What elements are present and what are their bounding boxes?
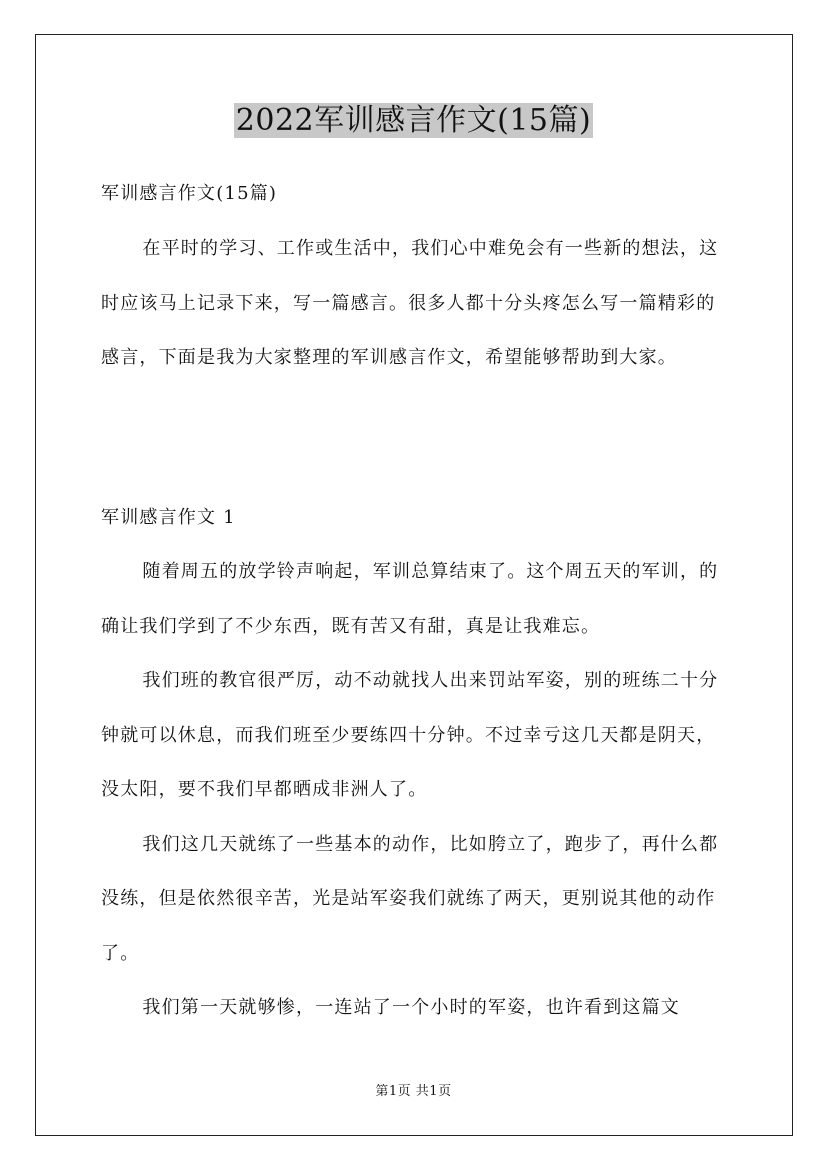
document-subtitle: 军训感言作文(15篇) [101, 183, 278, 204]
body-paragraph: 随着周五的放学铃声响起，军训总算结束了。这个周五天的军训，的确让我们学到了不少东西，既有苦又有甜，真是让我难忘。 [101, 561, 719, 637]
page-footer: 第1页 共1页 [375, 1084, 452, 1099]
body-paragraph: 我们这几天就练了一些基本的动作，比如胯立了，跑步了，再什么都没练，但是依然很辛苦，光是站军姿我们就练了两天，更别说其他的动作了。 [101, 833, 719, 964]
intro-section [101, 222, 731, 386]
body-paragraph: 我们班的教官很严厉，动不动就找人出来罚站军姿，别的班练二十分钟就可以休息，而我们班至少要练四十分钟。不过幸亏这几天都是阴天，没太阳，要不我们早都晒成非洲人了。 [101, 670, 719, 800]
intro-paragraph: 在平时的学习、工作或生活中，我们心中难免会有一些新的想法，这时应该马上记录下来，写一篇感言。很多人都十分头疼怎么写一篇精彩的感言，下面是我为大家整理的军训感言作文，希望能够帮助到大家。 [101, 238, 719, 368]
section-heading: 军训感言作文 1 [101, 507, 236, 528]
section-body [101, 545, 731, 1036]
document-title [0, 100, 827, 142]
body-paragraph: 我们第一天就够惨，一连站了一个小时的军姿，也许看到这篇文 [142, 997, 680, 1018]
document-title-text: 2022军训感言作文(15篇) [235, 103, 592, 138]
